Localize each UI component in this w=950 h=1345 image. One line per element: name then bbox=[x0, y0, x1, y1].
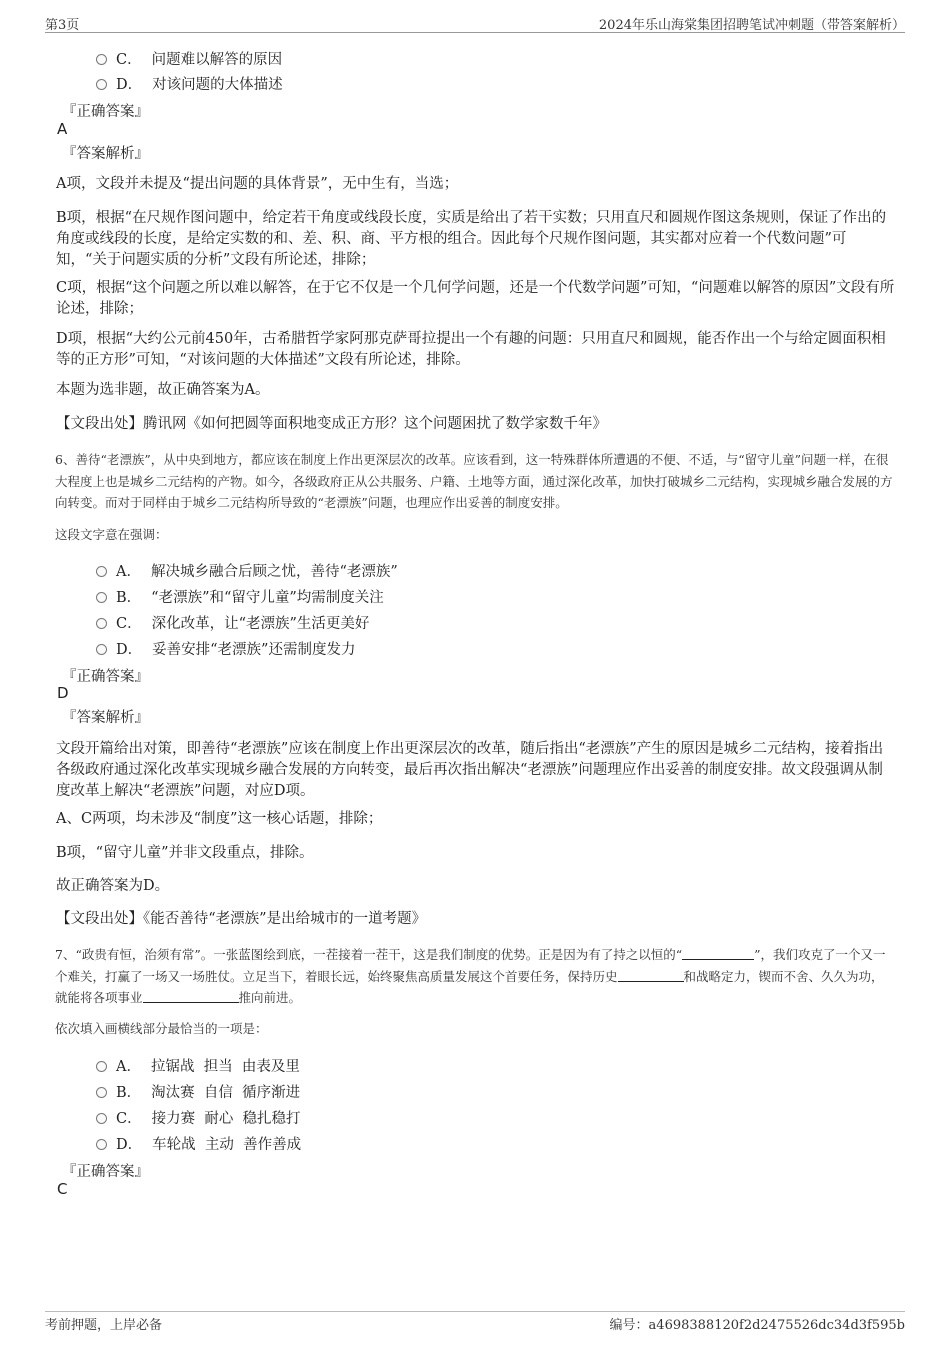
q6-analysis-ac: A、C两项，均未涉及“制度”这一核心话题，排除； bbox=[56, 811, 383, 827]
q5-option-d[interactable]: D． 对该问题的大体描述 bbox=[96, 73, 283, 94]
q6-analysis-b: B项，“留守儿童”并非文段重点，排除。 bbox=[56, 845, 314, 861]
q5-analysis-c: C项，根据“这个问题之所以难以解答，在于它不仅是一个几何学问题，还是一个代数学问题”可知，“问题难以解答的原因”文段有所论述，排除； bbox=[56, 280, 895, 317]
radio-icon[interactable] bbox=[96, 1113, 107, 1124]
fill-blank-3[interactable] bbox=[143, 990, 239, 1003]
q5-conclusion: 本题为选非题，故正确答案为A。 bbox=[56, 382, 270, 398]
document-id: 编号：a4698388120f2d2475526dc34d3f595b bbox=[609, 1318, 905, 1333]
q6-prompt: 这段文字意在强调： bbox=[55, 527, 168, 542]
q7-question: 7、“政贵有恒，治须有常”。一张蓝图绘到底，一茬接着一茬干，这是我们制度的优势。正是因为有了持之以恒的“ ”，我们攻克了一个又一个难关，打赢了一场又一场胜仗。立足当下，着眼长远，始终聚焦高质量发展这个首要任务，保持历史 和战略定力，锲而不舍、久久为功，就能将各项事业 推向前进。 bbox=[55, 947, 886, 1005]
q6-question: 6、善待“老漂族”，从中央到地方，都应该在制度上作出更深层次的改革。应该看到，这一特殊群体所遭遇的不便、不适，与“留守儿童”问题一样，在很大程度上也是城乡二元结构的产物。如今，各级政府正从公共服务、户籍、土地等方面，通过深化改革，加快打破城乡二元结构，实现城乡融合发展的方向转变。而对于同样由于城乡二元结构所导致的“老漂族”问题，也理应作出妥善的制度安排。 bbox=[55, 452, 893, 510]
q6-option-c[interactable]: C． 深化改革，让“老漂族”生活更美好 bbox=[96, 612, 369, 633]
q7-option-c[interactable]: C． 接力赛 耐心 稳扎稳打 bbox=[96, 1107, 301, 1128]
q6-answer-label: 『正确答案』 bbox=[62, 669, 149, 685]
q5-option-c[interactable]: C． 问题难以解答的原因 bbox=[96, 48, 282, 69]
radio-icon[interactable] bbox=[96, 644, 107, 655]
footer-slogan: 考前押题，上岸必备 bbox=[45, 1318, 163, 1333]
q6-analysis-label: 『答案解析』 bbox=[62, 710, 149, 726]
q7-option-d[interactable]: D． 车轮战 主动 善作善成 bbox=[96, 1133, 301, 1154]
radio-icon[interactable] bbox=[96, 592, 107, 603]
q5-source: 【文段出处】腾讯网《如何把圆等面积地变成正方形？这个问题困扰了数学家数千年》 bbox=[56, 416, 607, 432]
q7-answer-label: 『正确答案』 bbox=[62, 1164, 149, 1180]
document-title: 2024年乐山海棠集团招聘笔试冲刺题（带答案解析） bbox=[598, 18, 905, 33]
q6-source: 【文段出处】《能否善待“老漂族”是出给城市的一道考题》 bbox=[56, 911, 427, 927]
q5-analysis-d: D项，根据“大约公元前450年，古希腊哲学家阿那克萨哥拉提出一个有趣的问题：只用直尺和圆规，能否作出一个与给定圆面积相等的正方形”可知，“对该问题的大体描述”文段有所论述，排除。 bbox=[56, 331, 886, 368]
radio-icon[interactable] bbox=[96, 618, 107, 629]
q6-answer: D bbox=[57, 684, 69, 702]
radio-icon[interactable] bbox=[96, 1061, 107, 1072]
q5-analysis-label: 『答案解析』 bbox=[62, 146, 149, 162]
q5-analysis-b: B项，根据“在尺规作图问题中，给定若干角度或线段长度，实质是给出了若干实数；只用直尺和圆规作图这条规则，保证了作出的角度或线段的长度，是给定实数的和、差、积、商、平方根的组合。因此每个尺规作图问题，其实都对应着一个代数问题”可知，“关于问题实质的分析”文段有所论述，排除； bbox=[56, 210, 887, 268]
q6-option-b[interactable]: B． “老漂族”和“留守儿童”均需制度关注 bbox=[96, 586, 384, 607]
q7-option-a[interactable]: A． 拉锯战 担当 由表及里 bbox=[96, 1055, 300, 1076]
q7-answer: C bbox=[57, 1180, 68, 1198]
fill-blank-1[interactable] bbox=[682, 947, 754, 960]
page-number: 第3页 bbox=[45, 18, 80, 33]
q6-conclusion: 故正确答案为D。 bbox=[56, 878, 170, 894]
page-footer bbox=[45, 1311, 905, 1334]
q7-prompt: 依次填入画横线部分最恰当的一项是： bbox=[55, 1021, 268, 1036]
radio-icon[interactable] bbox=[96, 1087, 107, 1098]
q7-option-b[interactable]: B． 淘汰赛 自信 循序渐进 bbox=[96, 1081, 300, 1102]
q6-option-d[interactable]: D． 妥善安排“老漂族”还需制度发力 bbox=[96, 638, 355, 659]
q6-option-a[interactable]: A． 解决城乡融合后顾之忧，善待“老漂族” bbox=[96, 560, 398, 581]
fill-blank-2[interactable] bbox=[618, 969, 684, 982]
page-header bbox=[45, 14, 905, 33]
radio-icon[interactable] bbox=[96, 566, 107, 577]
q6-analysis-main: 文段开篇给出对策，即善待“老漂族”应该在制度上作出更深层次的改革，随后指出“老漂族”产生的原因是城乡二元结构，接着指出各级政府通过深化改革实现城乡融合发展的方向转变，最后再次指出解决“老漂族”问题理应作出妥善的制度安排。故文段强调从制度改革上解决“老漂族”问题，对应D项。 bbox=[56, 741, 884, 799]
radio-icon[interactable] bbox=[96, 79, 107, 90]
q5-answer-label: 『正确答案』 bbox=[62, 104, 149, 120]
radio-icon[interactable] bbox=[96, 54, 107, 65]
radio-icon[interactable] bbox=[96, 1139, 107, 1150]
q5-answer: A bbox=[57, 120, 68, 138]
q5-analysis-a: A项，文段并未提及“提出问题的具体背景”，无中生有，当选； bbox=[56, 176, 459, 192]
